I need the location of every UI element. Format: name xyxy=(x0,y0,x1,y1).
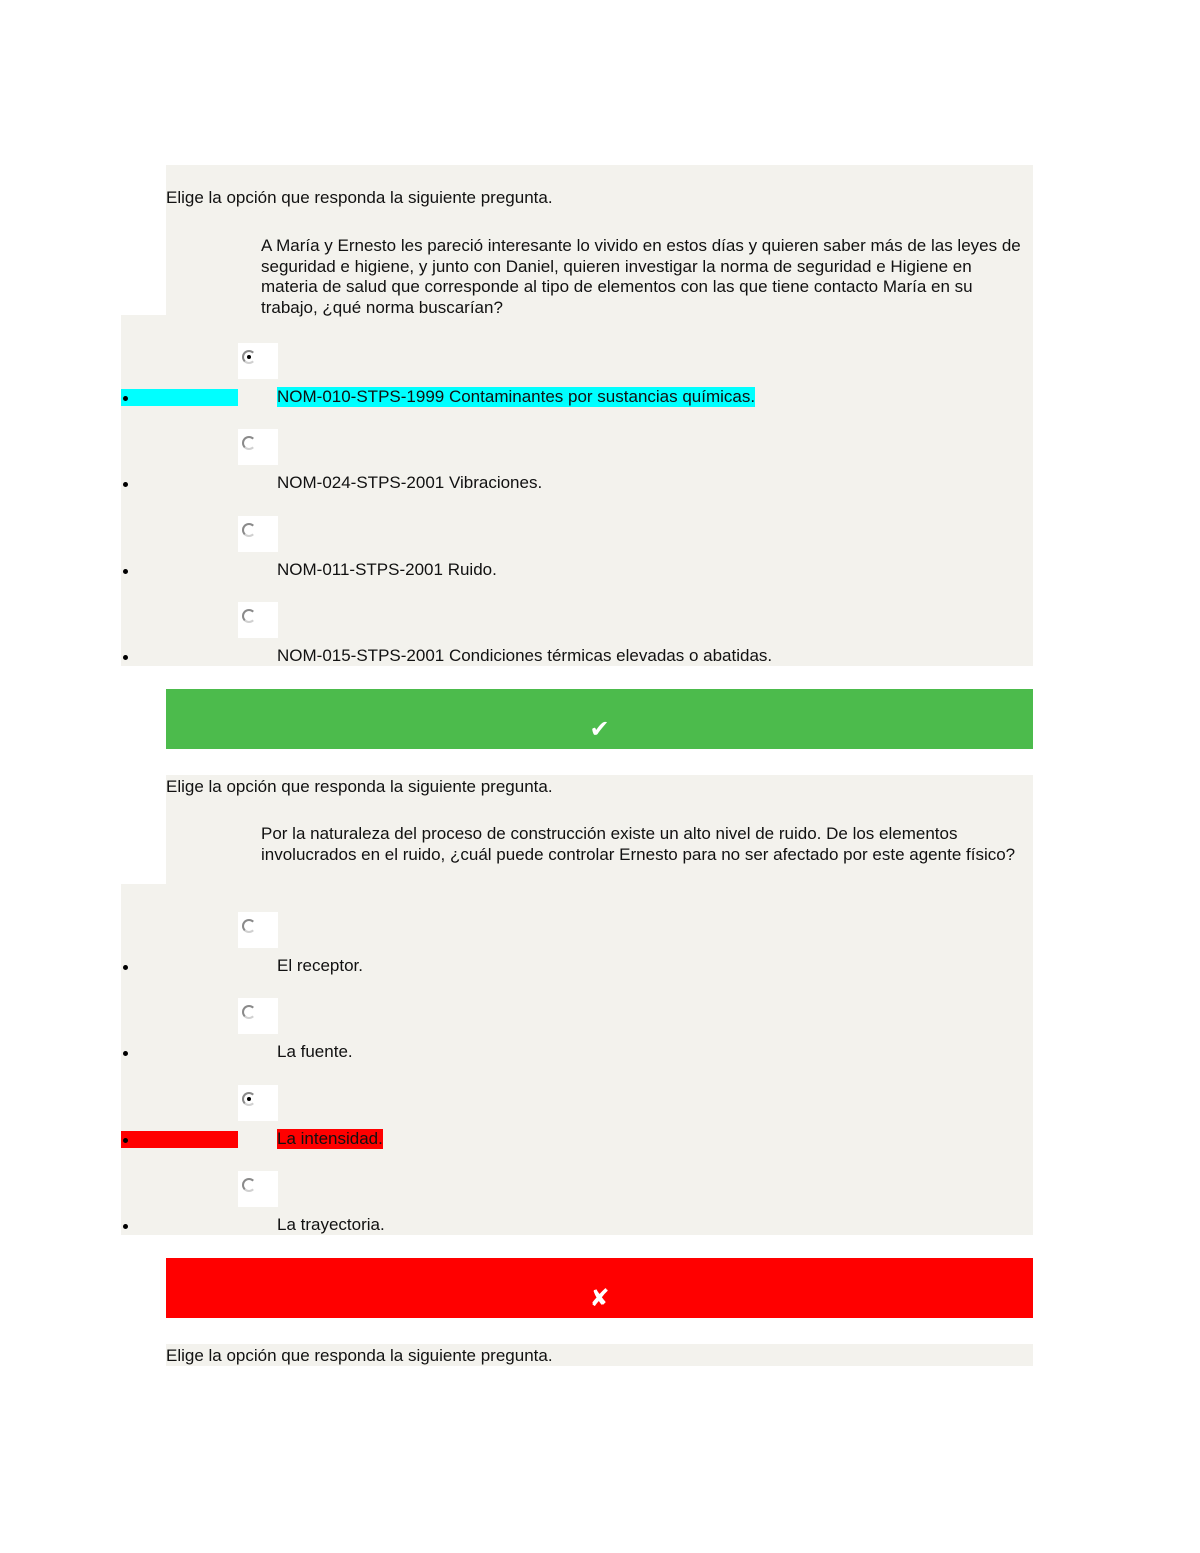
question-2-result-wrong xyxy=(166,1258,1033,1318)
question-1-instruction: Elige la opción que responda la siguiente pregunta. xyxy=(166,188,553,207)
option-label[interactable]: NOM-011-STPS-2001 Ruido. xyxy=(277,560,497,579)
question-2-option-2[interactable] xyxy=(121,998,1033,1084)
radio-unchecked-icon xyxy=(242,523,256,537)
radio-unchecked-icon xyxy=(242,1005,256,1019)
radio-unchecked-icon xyxy=(242,609,256,623)
option-label[interactable]: NOM-010-STPS-1999 Contaminantes por sustancias químicas. xyxy=(277,387,756,406)
check-icon: ✔ xyxy=(589,716,610,743)
question-1-option-2[interactable] xyxy=(121,429,1033,515)
question-1-result-correct xyxy=(166,689,1033,749)
radio-unchecked-icon xyxy=(242,436,256,450)
cross-icon: ✘ xyxy=(589,1285,610,1312)
radio-unchecked-icon xyxy=(242,919,256,933)
radio-button[interactable] xyxy=(238,602,278,638)
radio-button[interactable] xyxy=(238,1085,278,1121)
question-1-option-4[interactable] xyxy=(121,602,1033,688)
bullet-icon xyxy=(121,475,238,492)
radio-button[interactable] xyxy=(238,429,278,465)
radio-button[interactable] xyxy=(238,912,278,948)
question-2-option-4[interactable] xyxy=(121,1171,1033,1257)
radio-checked-icon xyxy=(242,350,256,364)
question-2-option-1[interactable] xyxy=(121,912,1033,998)
question-1-option-1[interactable] xyxy=(121,343,1033,429)
bullet-icon xyxy=(121,1044,238,1061)
bullet-icon xyxy=(121,958,238,975)
radio-button[interactable] xyxy=(238,343,278,379)
bullet-icon xyxy=(121,1217,238,1234)
option-label[interactable]: La trayectoria. xyxy=(277,1215,385,1234)
radio-button[interactable] xyxy=(238,1171,278,1207)
radio-button[interactable] xyxy=(238,516,278,552)
question-2-text: Por la naturaleza del proceso de construcción existe un alto nivel de ruido. De los elementos involucrados en el ruido, ¿cuál puede controlar Ernesto para no ser afectado por este agente físico? xyxy=(261,824,1016,864)
question-3-instruction: Elige la opción que responda la siguiente pregunta. xyxy=(166,1346,553,1365)
radio-checked-icon xyxy=(242,1092,256,1106)
radio-unchecked-icon xyxy=(242,1178,256,1192)
option-label[interactable]: NOM-024-STPS-2001 Vibraciones. xyxy=(277,473,543,492)
question-2-instruction: Elige la opción que responda la siguiente pregunta. xyxy=(166,777,553,796)
bullet-icon xyxy=(121,562,238,579)
question-2-option-3[interactable] xyxy=(121,1085,1033,1171)
radio-button[interactable] xyxy=(238,998,278,1034)
bullet-icon xyxy=(121,648,238,665)
option-label[interactable]: NOM-015-STPS-2001 Condiciones térmicas elevadas o abatidas. xyxy=(277,646,773,665)
bullet-icon xyxy=(121,389,238,406)
option-label[interactable]: La intensidad. xyxy=(277,1129,383,1148)
question-1-option-3[interactable] xyxy=(121,516,1033,602)
option-label[interactable]: El receptor. xyxy=(277,956,363,975)
question-1-text: A María y Ernesto les pareció interesante lo vivido en estos días y quieren saber más de las leyes de seguridad e higiene, y junto con Daniel, quieren investigar la norma de seguridad e Higiene en materia de salud que corresponde al tipo de elementos con las que tiene contacto María en su trabajo, ¿qué norma buscarían? xyxy=(261,236,1021,317)
bullet-icon xyxy=(121,1131,238,1148)
option-label[interactable]: La fuente. xyxy=(277,1042,353,1061)
